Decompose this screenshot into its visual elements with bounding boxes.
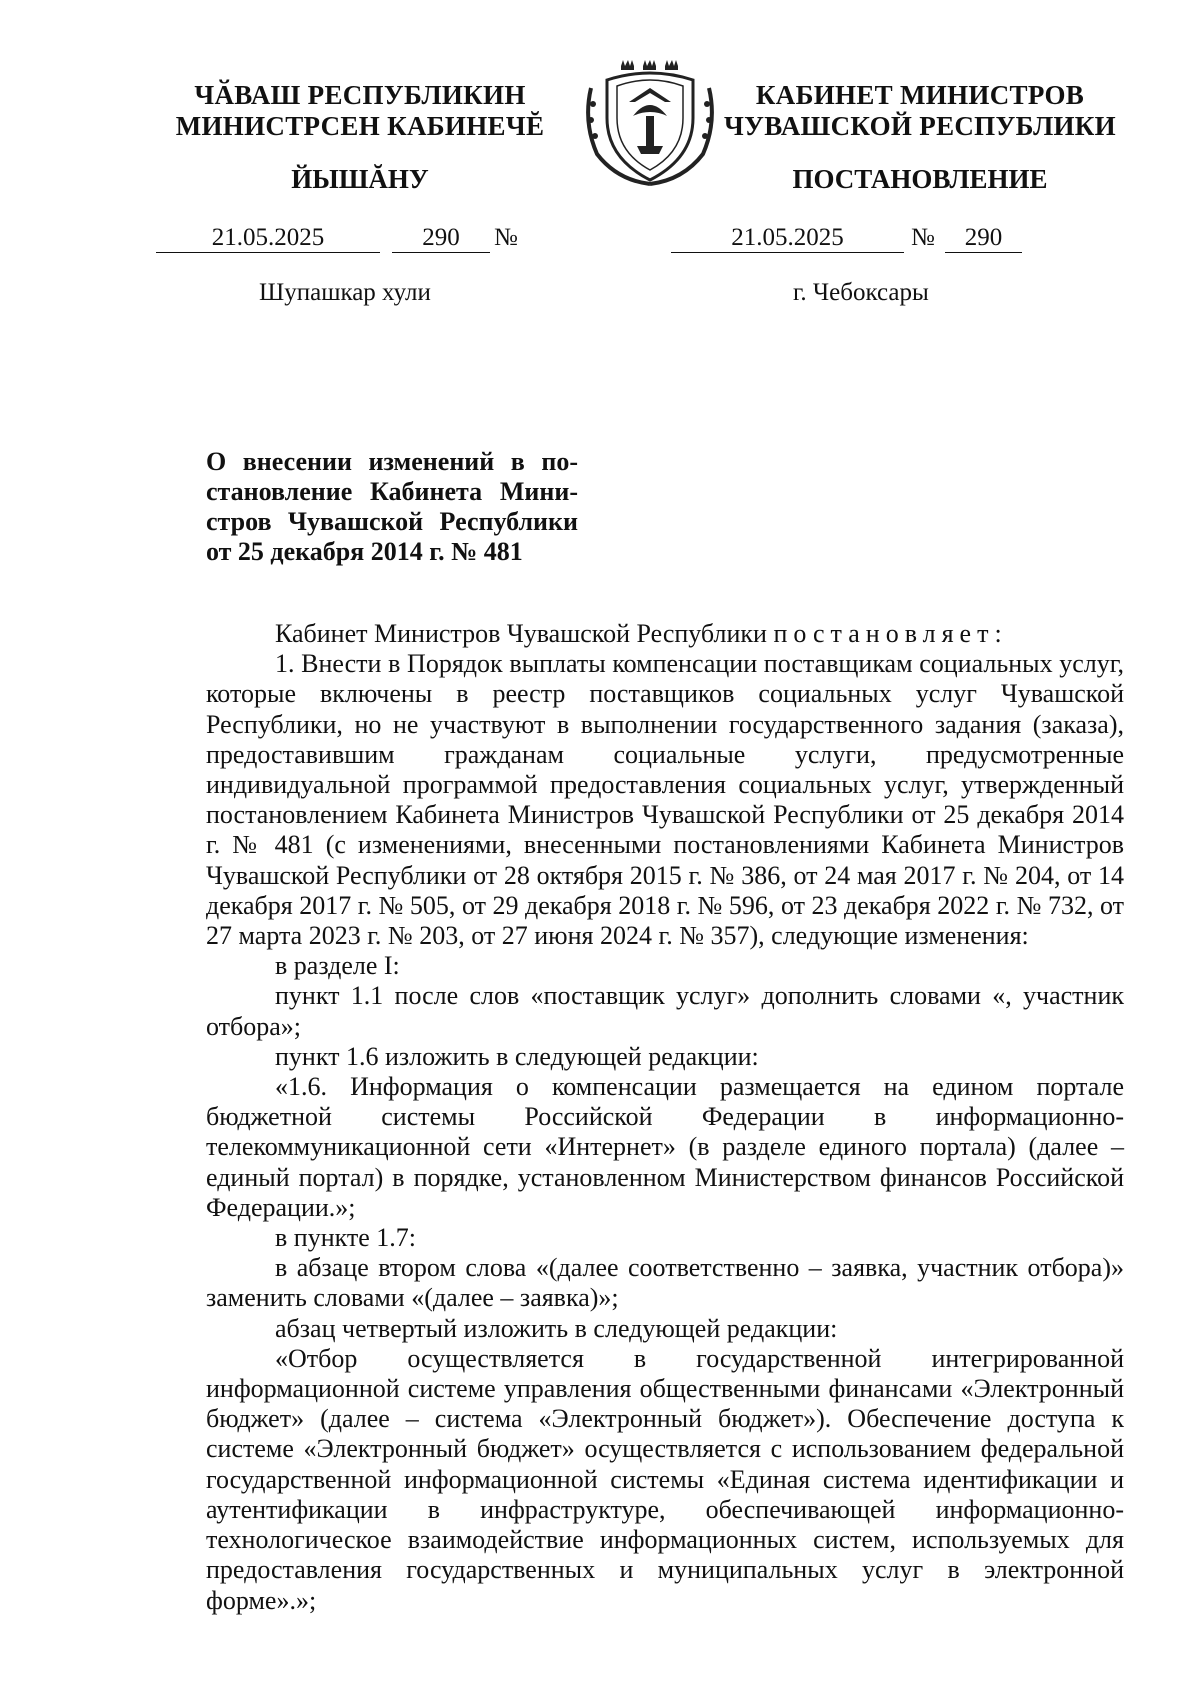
right-number-field: 290 bbox=[945, 224, 1022, 253]
right-date-field: 21.05.2025 bbox=[671, 224, 904, 253]
document-subject bbox=[206, 447, 578, 567]
intro-paragraph bbox=[206, 619, 1124, 649]
subject-line: О внесении изменений в по- bbox=[206, 447, 578, 476]
chuvash-coat-of-arms-icon bbox=[577, 58, 723, 186]
body-paragraph: пункт 1.6 изложить в следующей редакции: bbox=[275, 1041, 759, 1071]
left-header bbox=[160, 80, 560, 142]
body-paragraph: в абзаце втором слова «(далее соответственно – заявка, участник отбора)» заменить словами «(далее – заявка)»; bbox=[206, 1253, 1124, 1313]
subject-line: от 25 декабря 2014 г. № 481 bbox=[206, 537, 523, 566]
left-number-sign: № bbox=[494, 224, 518, 251]
left-place: Шупашкар хули bbox=[259, 279, 431, 306]
intro-text: Кабинет Министров Чувашской Республики bbox=[275, 619, 774, 648]
right-header-line2: ЧУВАШСКОЙ РЕСПУБЛИКИ bbox=[724, 111, 1116, 141]
left-date-field: 21.05.2025 bbox=[156, 224, 380, 253]
body-paragraph: абзац четвертый изложить в следующей редакции: bbox=[275, 1313, 838, 1343]
right-header bbox=[700, 80, 1140, 142]
intro-spaced: постановляет: bbox=[773, 619, 1008, 648]
body-paragraph: «1.6. Информация о компенсации размещается на едином портале бюджетной системы Российской Федерации в информационно-телекоммуникационной сети «Интернет» (в разделе единого портала) (далее – единый портал) в порядке, установленном Министерством финансов Российской Федерации.»; bbox=[206, 1072, 1124, 1222]
body-paragraph: в разделе I: bbox=[275, 951, 400, 981]
left-header-line1: ЧӐВАШ РЕСПУБЛИКИН bbox=[194, 80, 526, 110]
subject-line: стров Чувашской Республики bbox=[206, 507, 578, 536]
left-doctype: ЙЫШĂНУ bbox=[291, 164, 429, 194]
left-header-line2: МИНИСТРСЕН КАБИНЕЧĔ bbox=[175, 111, 545, 141]
body-paragraph: 1. Внести в Порядок выплаты компенсации поставщикам социальных услуг, которые включены в реестр поставщиков социальных услуг Чувашской Республики, но не участвуют в выполнении государственного задания (заказа), предоставившим гражданам социальные услуги, предусмотренные индивидуальной программой предоставления социальных услуг, утвержденный постановлением Кабинета Министров Чувашской Республики от 25 декабря 2014 г. № 481 (с изменениями, внесенными постановлениями Кабинета Министров Чувашской Республики от 28 октября 2015 г. № 386, от 24 мая 2017 г. № 204, от 14 декабря 2017 г. № 505, от 29 декабря 2018 г. № 596, от 23 декабря 2022 г. № 732, от 27 марта 2023 г. № 203, от 27 июня 2024 г. № 357), следующие изменения: bbox=[206, 649, 1124, 951]
subject-line: становление Кабинета Мини- bbox=[206, 477, 578, 506]
body-paragraph: пункт 1.1 после слов «поставщик услуг» дополнить словами «, участник отбора»; bbox=[206, 981, 1124, 1041]
right-header-line1: КАБИНЕТ МИНИСТРОВ bbox=[755, 80, 1085, 110]
left-number-field: 290 bbox=[392, 224, 490, 253]
document-body bbox=[206, 619, 1124, 1616]
body-paragraph: в пункте 1.7: bbox=[275, 1223, 417, 1253]
body-paragraph: «Отбор осуществляется в государственной интегрированной информационной системе управления общественными финансами «Электронный бюджет» (далее – система «Электронный бюджет»). Обеспечение доступа к системе «Электронный бюджет» осуществляется с использованием федеральной государственной информационной системы «Единая система идентификации и аутентификации в инфраструктуре, обеспечивающей информационно-технологическое взаимодействие информационных систем, используемых для предоставления государственных и муниципальных услуг в электронной форме».»; bbox=[206, 1343, 1124, 1615]
right-number-sign: № bbox=[911, 224, 935, 251]
right-place: г. Чебоксары bbox=[793, 279, 929, 306]
right-doctype: ПОСТАНОВЛЕНИЕ bbox=[792, 164, 1048, 194]
